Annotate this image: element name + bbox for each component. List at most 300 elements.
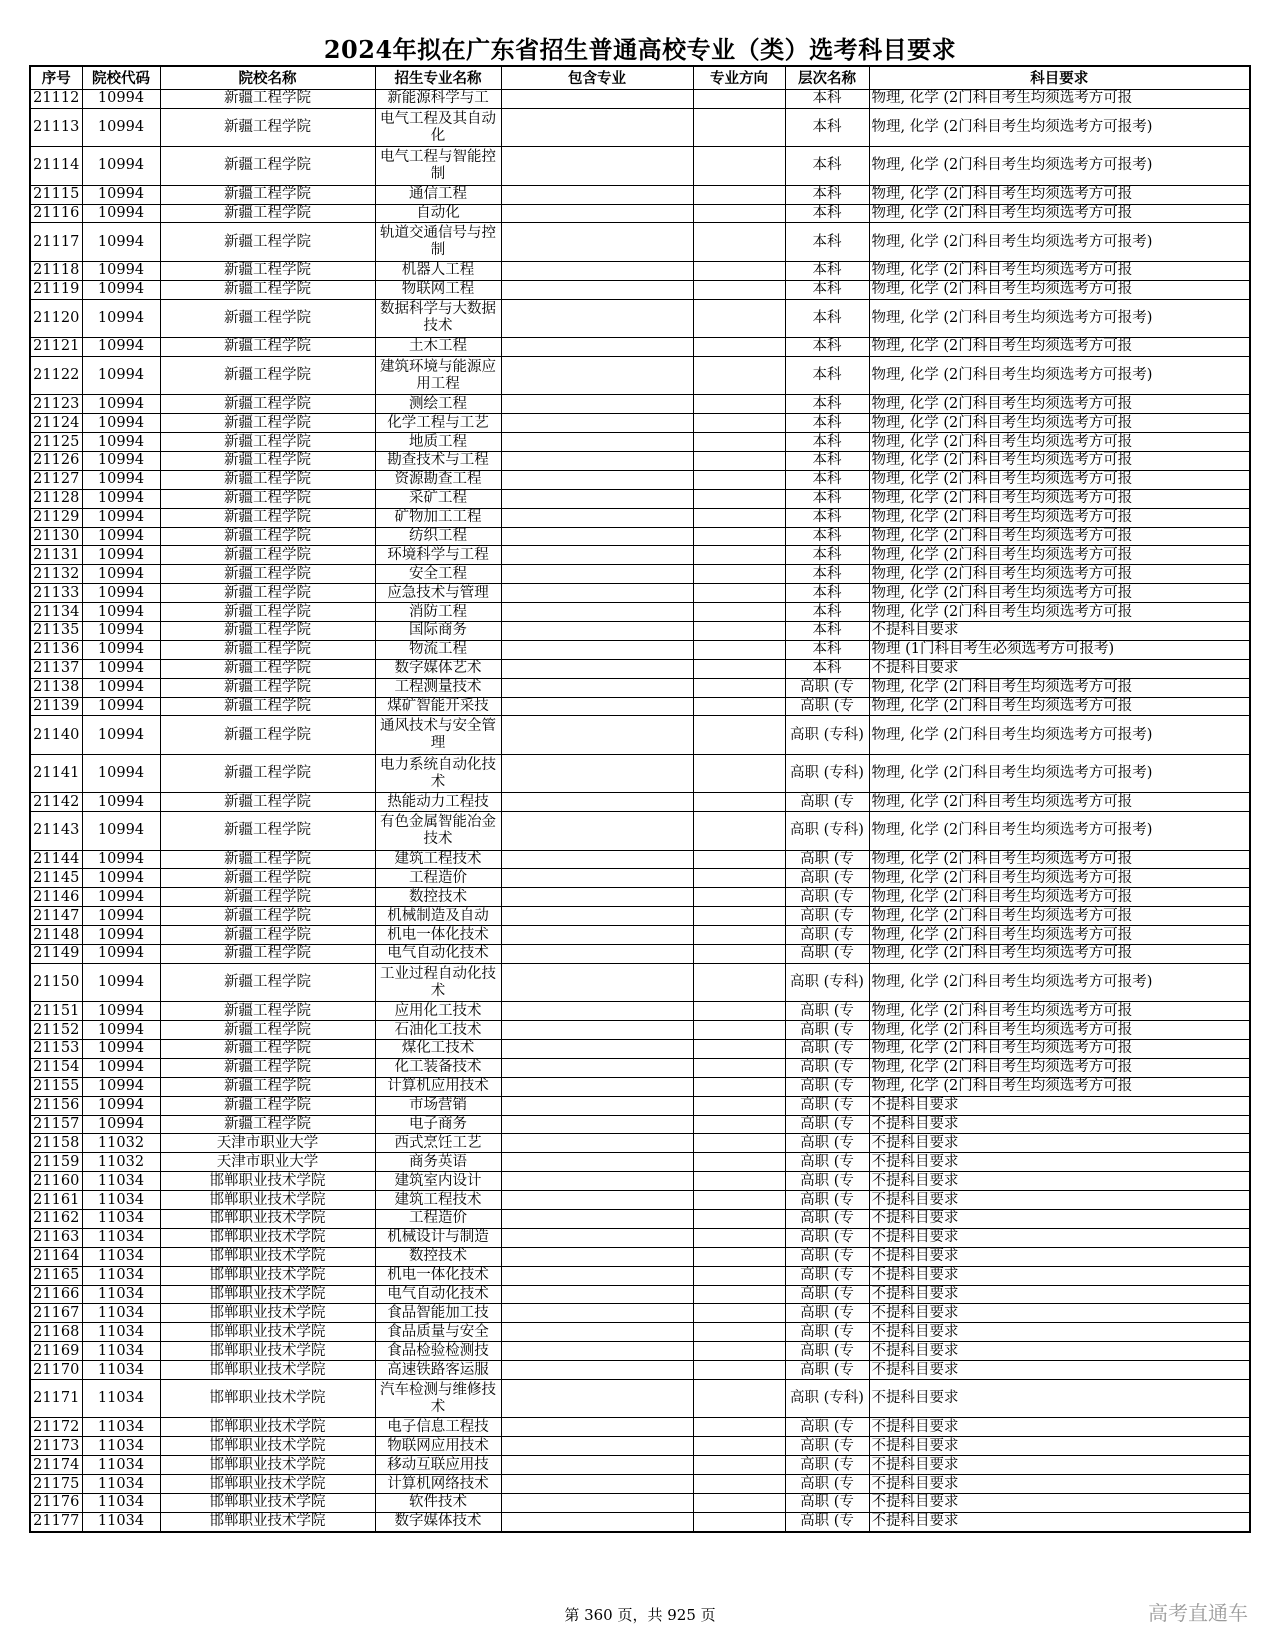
header-major-name: 招生专业名称 (375, 66, 501, 90)
cell-major-name: 建筑室内设计 (375, 1172, 501, 1191)
cell-included-majors (501, 451, 693, 470)
cell-school-name: 邯郸职业技术学院 (160, 1512, 375, 1531)
cell-included-majors (501, 1040, 693, 1059)
cell-major-direction (693, 395, 785, 414)
cell-school-name: 新疆工程学院 (160, 299, 375, 337)
cell-included-majors (501, 1210, 693, 1229)
cell-school-code: 11034 (82, 1475, 160, 1494)
cell-included-majors (501, 907, 693, 926)
table-row (30, 640, 1250, 659)
cell-included-majors (501, 1437, 693, 1456)
cell-level: 本科 (785, 527, 869, 546)
cell-major-direction (693, 869, 785, 888)
cell-school-name: 新疆工程学院 (160, 1058, 375, 1077)
cell-school-code: 10994 (82, 204, 160, 223)
cell-level: 高职 (专 (785, 1247, 869, 1266)
cell-included-majors (501, 640, 693, 659)
cell-level: 本科 (785, 433, 869, 452)
cell-level: 本科 (785, 659, 869, 678)
table-row (30, 489, 1250, 508)
cell-included-majors (501, 963, 693, 1001)
cell-major-name: 纺织工程 (375, 527, 501, 546)
cell-subject-requirement: 物理, 化学 (2门科目考生均须选考方可报 (869, 546, 1250, 565)
cell-school-name: 新疆工程学院 (160, 414, 375, 433)
cell-seq: 21125 (30, 433, 82, 452)
cell-subject-requirement: 物理, 化学 (2门科目考生均须选考方可报考) (869, 147, 1250, 185)
cell-school-name: 邯郸职业技术学院 (160, 1456, 375, 1475)
cell-major-name: 机械设计与制造 (375, 1228, 501, 1247)
table-row (30, 395, 1250, 414)
cell-school-code: 10994 (82, 470, 160, 489)
cell-level: 本科 (785, 185, 869, 204)
cell-major-direction (693, 603, 785, 622)
cell-level: 高职 (专 (785, 1285, 869, 1304)
cell-level: 高职 (专 (785, 1096, 869, 1115)
cell-school-code: 11034 (82, 1191, 160, 1210)
cell-school-code: 11034 (82, 1418, 160, 1437)
cell-school-name: 邯郸职业技术学院 (160, 1304, 375, 1323)
cell-school-name: 新疆工程学院 (160, 926, 375, 945)
cell-included-majors (501, 1494, 693, 1513)
cell-level: 高职 (专科) (785, 716, 869, 754)
table-row (30, 584, 1250, 603)
cell-major-name: 建筑工程技术 (375, 850, 501, 869)
cell-subject-requirement: 物理, 化学 (2门科目考生均须选考方可报考) (869, 223, 1250, 261)
cell-school-name: 新疆工程学院 (160, 90, 375, 109)
cell-level: 高职 (专科) (785, 754, 869, 792)
cell-seq: 21175 (30, 1475, 82, 1494)
cell-major-direction (693, 1494, 785, 1513)
cell-included-majors (501, 926, 693, 945)
cell-major-name: 数字媒体技术 (375, 1512, 501, 1531)
cell-major-direction (693, 621, 785, 640)
header-included-majors: 包含专业 (501, 66, 693, 90)
cell-seq: 21160 (30, 1172, 82, 1191)
cell-school-code: 10994 (82, 147, 160, 185)
cell-major-name: 机器人工程 (375, 261, 501, 280)
cell-subject-requirement: 不提科目要求 (869, 1172, 1250, 1191)
cell-level: 高职 (专 (785, 850, 869, 869)
cell-subject-requirement: 不提科目要求 (869, 1323, 1250, 1342)
cell-major-direction (693, 1247, 785, 1266)
cell-major-name: 食品智能加工技 (375, 1304, 501, 1323)
table-row (30, 907, 1250, 926)
cell-included-majors (501, 204, 693, 223)
cell-seq: 21144 (30, 850, 82, 869)
cell-major-direction (693, 659, 785, 678)
cell-included-majors (501, 147, 693, 185)
cell-subject-requirement: 物理, 化学 (2门科目考生均须选考方可报考) (869, 299, 1250, 337)
cell-major-direction (693, 754, 785, 792)
cell-school-code: 10994 (82, 678, 160, 697)
table-row (30, 1191, 1250, 1210)
cell-major-direction (693, 1002, 785, 1021)
table-row (30, 1361, 1250, 1380)
cell-school-code: 10994 (82, 621, 160, 640)
cell-school-code: 11032 (82, 1134, 160, 1153)
cell-subject-requirement: 不提科目要求 (869, 1361, 1250, 1380)
cell-school-code: 11032 (82, 1153, 160, 1172)
cell-school-name: 邯郸职业技术学院 (160, 1342, 375, 1361)
table-row (30, 1172, 1250, 1191)
cell-subject-requirement: 物理, 化学 (2门科目考生均须选考方可报考) (869, 356, 1250, 394)
cell-major-name: 数控技术 (375, 888, 501, 907)
cell-included-majors (501, 793, 693, 812)
cell-major-direction (693, 1172, 785, 1191)
cell-major-name: 机电一体化技术 (375, 926, 501, 945)
table-row (30, 1456, 1250, 1475)
cell-included-majors (501, 1285, 693, 1304)
cell-school-code: 10994 (82, 433, 160, 452)
cell-included-majors (501, 754, 693, 792)
cell-subject-requirement: 不提科目要求 (869, 1266, 1250, 1285)
cell-subject-requirement: 不提科目要求 (869, 1512, 1250, 1531)
cell-school-code: 10994 (82, 793, 160, 812)
cell-major-name: 石油化工技术 (375, 1021, 501, 1040)
cell-major-name: 地质工程 (375, 433, 501, 452)
cell-major-name: 勘查技术与工程 (375, 451, 501, 470)
cell-major-name: 应用化工技术 (375, 1002, 501, 1021)
cell-included-majors (501, 1134, 693, 1153)
cell-included-majors (501, 508, 693, 527)
cell-seq: 21168 (30, 1323, 82, 1342)
cell-seq: 21128 (30, 489, 82, 508)
cell-school-name: 邯郸职业技术学院 (160, 1228, 375, 1247)
cell-school-code: 10994 (82, 299, 160, 337)
cell-major-direction (693, 678, 785, 697)
cell-major-name: 电气工程与智能控制 (375, 147, 501, 185)
cell-school-name: 邯郸职业技术学院 (160, 1437, 375, 1456)
cell-level: 高职 (专 (785, 1077, 869, 1096)
table-row (30, 869, 1250, 888)
cell-seq: 21151 (30, 1002, 82, 1021)
cell-major-direction (693, 640, 785, 659)
cell-school-name: 新疆工程学院 (160, 584, 375, 603)
cell-major-direction (693, 1096, 785, 1115)
table-row (30, 1228, 1250, 1247)
cell-school-name: 邯郸职业技术学院 (160, 1266, 375, 1285)
cell-seq: 21130 (30, 527, 82, 546)
cell-subject-requirement: 不提科目要求 (869, 1134, 1250, 1153)
cell-subject-requirement: 物理, 化学 (2门科目考生均须选考方可报 (869, 470, 1250, 489)
cell-school-name: 新疆工程学院 (160, 697, 375, 716)
cell-major-name: 数据科学与大数据技术 (375, 299, 501, 337)
cell-included-majors (501, 489, 693, 508)
cell-subject-requirement: 物理, 化学 (2门科目考生均须选考方可报 (869, 433, 1250, 452)
cell-school-code: 11034 (82, 1210, 160, 1229)
cell-seq: 21154 (30, 1058, 82, 1077)
cell-level: 高职 (专 (785, 1040, 869, 1059)
cell-school-name: 新疆工程学院 (160, 489, 375, 508)
cell-major-direction (693, 1153, 785, 1172)
cell-major-name: 建筑环境与能源应用工程 (375, 356, 501, 394)
cell-school-name: 新疆工程学院 (160, 812, 375, 850)
cell-school-name: 新疆工程学院 (160, 451, 375, 470)
cell-major-name: 计算机应用技术 (375, 1077, 501, 1096)
cell-subject-requirement: 物理, 化学 (2门科目考生均须选考方可报 (869, 888, 1250, 907)
cell-subject-requirement: 物理, 化学 (2门科目考生均须选考方可报 (869, 565, 1250, 584)
cell-subject-requirement: 不提科目要求 (869, 1285, 1250, 1304)
cell-school-code: 10994 (82, 926, 160, 945)
cell-school-name: 邯郸职业技术学院 (160, 1361, 375, 1380)
cell-major-direction (693, 1323, 785, 1342)
cell-level: 高职 (专 (785, 1323, 869, 1342)
cell-included-majors (501, 1077, 693, 1096)
table-row (30, 1380, 1250, 1418)
cell-included-majors (501, 1342, 693, 1361)
cell-major-direction (693, 1456, 785, 1475)
cell-level: 本科 (785, 395, 869, 414)
table-row (30, 1021, 1250, 1040)
cell-school-name: 新疆工程学院 (160, 963, 375, 1001)
cell-school-name: 新疆工程学院 (160, 108, 375, 146)
cell-school-code: 10994 (82, 565, 160, 584)
cell-level: 高职 (专 (785, 678, 869, 697)
cell-school-code: 10994 (82, 1040, 160, 1059)
cell-included-majors (501, 1361, 693, 1380)
cell-major-direction (693, 1342, 785, 1361)
cell-school-name: 新疆工程学院 (160, 546, 375, 565)
cell-school-code: 10994 (82, 185, 160, 204)
cell-school-name: 新疆工程学院 (160, 356, 375, 394)
cell-seq: 21173 (30, 1437, 82, 1456)
cell-major-name: 电力系统自动化技术 (375, 754, 501, 792)
cell-major-name: 热能动力工程技 (375, 793, 501, 812)
cell-level: 高职 (专 (785, 907, 869, 926)
cell-school-name: 新疆工程学院 (160, 261, 375, 280)
cell-school-code: 11034 (82, 1361, 160, 1380)
cell-major-name: 自动化 (375, 204, 501, 223)
cell-level: 高职 (专 (785, 1437, 869, 1456)
table-row (30, 1285, 1250, 1304)
cell-subject-requirement: 不提科目要求 (869, 1418, 1250, 1437)
cell-school-code: 10994 (82, 338, 160, 357)
cell-included-majors (501, 1153, 693, 1172)
table-row (30, 223, 1250, 261)
cell-school-code: 10994 (82, 90, 160, 109)
cell-school-name: 天津市职业大学 (160, 1134, 375, 1153)
cell-major-direction (693, 356, 785, 394)
table-row (30, 963, 1250, 1001)
cell-school-code: 10994 (82, 603, 160, 622)
cell-seq: 21141 (30, 754, 82, 792)
table-row (30, 678, 1250, 697)
table-row (30, 185, 1250, 204)
cell-school-name: 新疆工程学院 (160, 888, 375, 907)
cell-school-code: 10994 (82, 869, 160, 888)
cell-level: 本科 (785, 261, 869, 280)
cell-level: 高职 (专 (785, 1228, 869, 1247)
cell-major-direction (693, 565, 785, 584)
cell-school-code: 10994 (82, 640, 160, 659)
cell-school-code: 10994 (82, 944, 160, 963)
cell-included-majors (501, 1380, 693, 1418)
cell-subject-requirement: 物理, 化学 (2门科目考生均须选考方可报 (869, 584, 1250, 603)
cell-school-name: 新疆工程学院 (160, 1096, 375, 1115)
cell-school-code: 10994 (82, 1096, 160, 1115)
cell-subject-requirement: 物理, 化学 (2门科目考生均须选考方可报 (869, 508, 1250, 527)
cell-school-code: 11034 (82, 1437, 160, 1456)
cell-school-name: 新疆工程学院 (160, 338, 375, 357)
cell-school-name: 新疆工程学院 (160, 1040, 375, 1059)
table-row (30, 508, 1250, 527)
cell-major-direction (693, 926, 785, 945)
cell-level: 高职 (专 (785, 944, 869, 963)
cell-school-name: 邯郸职业技术学院 (160, 1475, 375, 1494)
cell-subject-requirement: 物理, 化学 (2门科目考生均须选考方可报 (869, 261, 1250, 280)
cell-school-name: 新疆工程学院 (160, 527, 375, 546)
cell-seq: 21136 (30, 640, 82, 659)
cell-major-direction (693, 963, 785, 1001)
cell-included-majors (501, 869, 693, 888)
cell-subject-requirement: 不提科目要求 (869, 1475, 1250, 1494)
cell-major-direction (693, 1228, 785, 1247)
cell-seq: 21127 (30, 470, 82, 489)
cell-subject-requirement: 不提科目要求 (869, 1096, 1250, 1115)
cell-major-direction (693, 414, 785, 433)
cell-subject-requirement: 物理, 化学 (2门科目考生均须选考方可报 (869, 793, 1250, 812)
cell-school-name: 邯郸职业技术学院 (160, 1172, 375, 1191)
table-row (30, 1040, 1250, 1059)
cell-school-code: 10994 (82, 261, 160, 280)
cell-level: 高职 (专 (785, 1361, 869, 1380)
cell-school-code: 10994 (82, 1058, 160, 1077)
cell-school-name: 新疆工程学院 (160, 944, 375, 963)
cell-major-name: 计算机网络技术 (375, 1475, 501, 1494)
cell-level: 本科 (785, 584, 869, 603)
cell-included-majors (501, 1115, 693, 1134)
brand-watermark: 高考直通车 (1148, 1601, 1248, 1625)
cell-included-majors (501, 261, 693, 280)
cell-school-code: 11034 (82, 1266, 160, 1285)
cell-subject-requirement: 不提科目要求 (869, 621, 1250, 640)
cell-seq: 21116 (30, 204, 82, 223)
table-row (30, 1115, 1250, 1134)
cell-subject-requirement: 不提科目要求 (869, 1304, 1250, 1323)
cell-level: 高职 (专科) (785, 963, 869, 1001)
cell-major-name: 市场营销 (375, 1096, 501, 1115)
table-row (30, 433, 1250, 452)
cell-major-direction (693, 185, 785, 204)
cell-included-majors (501, 1228, 693, 1247)
cell-subject-requirement: 不提科目要求 (869, 1153, 1250, 1172)
cell-level: 本科 (785, 338, 869, 357)
cell-level: 高职 (专 (785, 1210, 869, 1229)
cell-seq: 21122 (30, 356, 82, 394)
cell-seq: 21167 (30, 1304, 82, 1323)
table-row (30, 451, 1250, 470)
cell-level: 高职 (专 (785, 1266, 869, 1285)
cell-seq: 21117 (30, 223, 82, 261)
cell-major-direction (693, 907, 785, 926)
table-row (30, 659, 1250, 678)
cell-seq: 21134 (30, 603, 82, 622)
cell-major-direction (693, 1210, 785, 1229)
cell-level: 本科 (785, 90, 869, 109)
cell-seq: 21133 (30, 584, 82, 603)
cell-subject-requirement: 物理, 化学 (2门科目考生均须选考方可报 (869, 926, 1250, 945)
cell-included-majors (501, 888, 693, 907)
cell-school-code: 10994 (82, 584, 160, 603)
cell-major-direction (693, 108, 785, 146)
cell-seq: 21143 (30, 812, 82, 850)
cell-included-majors (501, 1456, 693, 1475)
cell-school-code: 10994 (82, 888, 160, 907)
table-row (30, 470, 1250, 489)
cell-seq: 21139 (30, 697, 82, 716)
cell-included-majors (501, 280, 693, 299)
cell-major-direction (693, 223, 785, 261)
table-row (30, 1304, 1250, 1323)
cell-included-majors (501, 621, 693, 640)
cell-major-name: 应急技术与管理 (375, 584, 501, 603)
cell-school-name: 邯郸职业技术学院 (160, 1247, 375, 1266)
cell-school-name: 新疆工程学院 (160, 869, 375, 888)
cell-included-majors (501, 338, 693, 357)
cell-level: 本科 (785, 451, 869, 470)
requirements-table (29, 65, 1251, 1533)
cell-major-direction (693, 1191, 785, 1210)
cell-level: 高职 (专 (785, 869, 869, 888)
cell-level: 本科 (785, 508, 869, 527)
cell-school-code: 10994 (82, 108, 160, 146)
cell-school-code: 10994 (82, 659, 160, 678)
cell-included-majors (501, 1002, 693, 1021)
cell-school-code: 10994 (82, 395, 160, 414)
cell-major-name: 国际商务 (375, 621, 501, 640)
cell-level: 本科 (785, 108, 869, 146)
cell-subject-requirement: 物理, 化学 (2门科目考生均须选考方可报 (869, 869, 1250, 888)
cell-subject-requirement: 物理, 化学 (2门科目考生均须选考方可报 (869, 697, 1250, 716)
cell-level: 高职 (专 (785, 1153, 869, 1172)
table-row (30, 944, 1250, 963)
cell-school-name: 新疆工程学院 (160, 185, 375, 204)
cell-seq: 21115 (30, 185, 82, 204)
cell-included-majors (501, 697, 693, 716)
table-row (30, 147, 1250, 185)
cell-major-direction (693, 697, 785, 716)
table-row (30, 1437, 1250, 1456)
cell-major-name: 机电一体化技术 (375, 1266, 501, 1285)
cell-school-code: 10994 (82, 1115, 160, 1134)
cell-level: 高职 (专 (785, 793, 869, 812)
cell-major-name: 测绘工程 (375, 395, 501, 414)
cell-school-code: 10994 (82, 489, 160, 508)
cell-level: 本科 (785, 489, 869, 508)
cell-major-direction (693, 793, 785, 812)
cell-level: 高职 (专科) (785, 812, 869, 850)
cell-subject-requirement: 物理, 化学 (2门科目考生均须选考方可报考) (869, 108, 1250, 146)
cell-level: 高职 (专 (785, 888, 869, 907)
cell-included-majors (501, 850, 693, 869)
cell-level: 本科 (785, 470, 869, 489)
cell-major-name: 数字媒体艺术 (375, 659, 501, 678)
cell-level: 高职 (专 (785, 1002, 869, 1021)
cell-included-majors (501, 1512, 693, 1531)
table-row (30, 1418, 1250, 1437)
cell-subject-requirement: 不提科目要求 (869, 1191, 1250, 1210)
cell-major-direction (693, 1040, 785, 1059)
table-row (30, 1323, 1250, 1342)
header-major-direction: 专业方向 (693, 66, 785, 90)
cell-included-majors (501, 527, 693, 546)
cell-seq: 21164 (30, 1247, 82, 1266)
cell-major-direction (693, 1475, 785, 1494)
cell-included-majors (501, 678, 693, 697)
cell-subject-requirement: 物理, 化学 (2门科目考生均须选考方可报 (869, 1021, 1250, 1040)
cell-subject-requirement: 物理, 化学 (2门科目考生均须选考方可报 (869, 1058, 1250, 1077)
cell-major-name: 新能源科学与工 (375, 90, 501, 109)
